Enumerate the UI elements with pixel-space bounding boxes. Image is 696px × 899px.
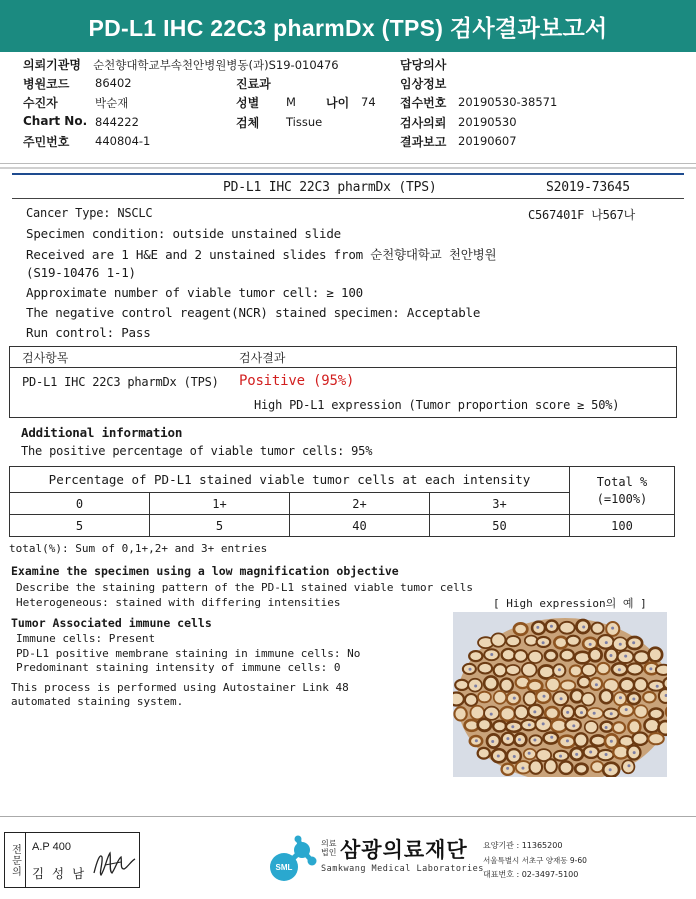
process-line-1: This process is performed using Autostainer Link 48: [11, 681, 349, 694]
received-line-2: (S19-10476 1-1): [26, 265, 136, 280]
cell-nucleus: [542, 722, 545, 725]
stained-cell: [453, 693, 464, 706]
report-date-value: 20190607: [458, 134, 517, 148]
stained-cell: [514, 650, 527, 662]
collector-label: 수진자: [23, 96, 58, 110]
stained-cell: [539, 665, 554, 678]
cell-nucleus: [627, 764, 630, 767]
stained-cell: [528, 651, 542, 663]
collector-value: 박순재: [95, 96, 129, 110]
cancer-type: Cancer Type: NSCLC: [26, 206, 153, 220]
stained-cell: [524, 692, 537, 706]
test-item: PD-L1 IHC 22C3 pharmDx (TPS): [22, 375, 219, 389]
hospital-code-value: 86402: [95, 76, 132, 90]
report-top-rule: [12, 173, 684, 175]
cell-nucleus: [572, 724, 575, 727]
cell-nucleus: [506, 767, 509, 770]
high-expression-micrograph: [453, 612, 667, 777]
intensity-col-3: 3+: [430, 493, 570, 515]
signature-role: 전문의: [9, 843, 21, 877]
intensity-col-0: 0: [10, 493, 150, 515]
stained-cell: [478, 748, 490, 759]
signature-id: A.P 400: [32, 841, 71, 853]
cell-nucleus: [490, 713, 493, 716]
stained-cell: [506, 636, 520, 646]
stained-cell: [613, 722, 625, 733]
run-control: Run control: Pass: [26, 325, 151, 340]
stained-cell: [522, 663, 537, 677]
cell-nucleus: [559, 755, 562, 758]
age-label: 나이: [326, 96, 350, 110]
test-result-column-label: 검사결과: [239, 351, 286, 365]
specimen-label: 검체: [236, 116, 260, 130]
stained-cell: [575, 764, 587, 774]
cell-nucleus: [566, 739, 569, 742]
cell-nucleus: [625, 708, 628, 711]
cell-nucleus: [595, 683, 598, 686]
stained-cell: [515, 706, 528, 719]
stained-cell: [627, 663, 642, 674]
doctor-label: 담당의사: [400, 58, 447, 72]
cell-nucleus: [533, 710, 536, 713]
specimen-value: Tissue: [286, 115, 323, 129]
signature-name: 김 성 남: [32, 866, 87, 881]
stained-cell: [644, 719, 659, 733]
test-result-positive: Positive (95%): [239, 373, 355, 389]
stained-cell: [546, 678, 560, 691]
cell-nucleus: [475, 739, 478, 742]
cell-nucleus: [619, 643, 622, 646]
cell-nucleus: [513, 697, 516, 700]
cell-nucleus: [611, 627, 614, 630]
sml-logo-text: SML: [275, 863, 293, 872]
cell-nucleus: [575, 753, 578, 756]
stained-cell: [506, 665, 520, 675]
viable-cells: Approximate number of viable tumor cell: ≥ 100: [26, 285, 363, 300]
examine-title: Examine the specimen using a low magnification objective: [11, 564, 399, 578]
cell-nucleus: [593, 712, 596, 715]
cell-nucleus: [609, 654, 612, 657]
test-name-heading: PD-L1 IHC 22C3 pharmDx (TPS): [223, 180, 437, 195]
sex-value: M: [286, 95, 296, 109]
department-label: 진료과: [236, 77, 271, 91]
cell-nucleus: [542, 641, 545, 644]
stained-cell: [478, 663, 492, 674]
lab-phone: 대표번호 : 02-3497-5100: [483, 870, 579, 879]
corp-type-line-2: 법인: [321, 848, 337, 857]
header-divider: [0, 163, 696, 164]
report-title: PD-L1 IHC 22C3 pharmDx (TPS) 검사결과보고서: [0, 0, 696, 52]
ncr-result: The negative control reagent(NCR) stained specimen: Acceptable: [26, 305, 481, 320]
stained-cell: [613, 746, 628, 759]
stained-cell: [560, 650, 573, 661]
stained-cell: [632, 732, 647, 744]
cell-nucleus: [521, 767, 524, 770]
cell-nucleus: [506, 737, 509, 740]
cell-nucleus: [491, 740, 494, 743]
stained-cell: [545, 650, 557, 661]
request-date-label: 검사의뢰: [400, 116, 447, 130]
cell-nucleus: [624, 655, 627, 658]
chart-no-label: Chart No.: [23, 114, 88, 128]
signature-box: [4, 832, 140, 888]
stained-cell: [478, 692, 491, 703]
header-divider-shadow: [0, 167, 696, 169]
stained-cell: [514, 623, 527, 634]
cell-nucleus: [656, 685, 659, 688]
stained-cell: [578, 677, 590, 688]
micrograph-svg: [453, 612, 667, 777]
footer-divider: [0, 816, 696, 817]
stained-cell: [567, 636, 580, 646]
report-id: S2019-73645: [546, 180, 630, 195]
block-id: C567401F 나567나: [528, 208, 636, 222]
intensity-table-header: Percentage of PD-L1 stained viable tumor cells at each intensity: [10, 467, 570, 493]
stained-cell: [570, 665, 582, 676]
stained-cell: [663, 677, 667, 689]
cell-nucleus: [632, 698, 635, 701]
intensity-col-2: 2+: [290, 493, 430, 515]
stained-cell: [591, 735, 606, 745]
result-box: [9, 346, 677, 418]
cell-nucleus: [605, 726, 608, 729]
total-header-line-1: Total %: [596, 474, 648, 489]
stained-cell: [634, 705, 647, 717]
stained-cell: [554, 637, 567, 648]
stained-cell: [502, 649, 515, 661]
institution-label: 의뢰기관명: [23, 58, 81, 72]
cell-nucleus: [490, 653, 493, 656]
chart-no-value: 844222: [95, 115, 139, 129]
cell-nucleus: [633, 751, 636, 754]
cell-nucleus: [511, 725, 514, 728]
stained-cell: [589, 648, 602, 661]
stained-cell: [484, 676, 498, 690]
stained-cell: [500, 679, 513, 692]
cell-nucleus: [469, 668, 472, 671]
stained-cell: [469, 651, 482, 661]
institution-value: 순천향대학교부속천안병원병동(과)S19-010476: [93, 58, 339, 72]
table-footnote: total(%): Sum of 0,1+,2+ and 3+ entries: [9, 542, 268, 555]
cell-nucleus: [543, 695, 546, 698]
stained-cell: [597, 663, 610, 674]
stained-cell: [600, 690, 612, 703]
request-date-value: 20190530: [458, 115, 517, 129]
cell-nucleus: [518, 738, 521, 741]
stained-cell: [574, 733, 587, 747]
report-date-label: 결과보고: [400, 135, 447, 149]
clinical-info-label: 임상정보: [400, 77, 447, 91]
immune-line-1: Immune cells: Present: [16, 632, 156, 645]
cell-nucleus: [560, 697, 563, 700]
immune-line-3: Predominant staining intensity of immune cells: 0: [16, 661, 341, 674]
sml-logo-icon: [268, 835, 318, 883]
cell-nucleus: [528, 723, 531, 726]
stained-cell: [494, 664, 507, 676]
stained-cell: [592, 623, 604, 634]
stained-cell: [465, 694, 477, 706]
total-header-line-2: (=100%): [596, 491, 648, 506]
stained-cell: [656, 665, 667, 675]
lab-address: 서울특별시 서초구 양재동 9-60: [483, 856, 587, 865]
test-item-column-label: 검사항목: [22, 351, 69, 365]
total-header: [570, 467, 675, 515]
additional-info-title: Additional information: [21, 425, 183, 440]
resident-no-label: 주민번호: [23, 135, 70, 149]
stained-cell: [591, 761, 603, 772]
cell-nucleus: [618, 668, 621, 671]
stained-cell: [491, 633, 505, 646]
stained-cell: [529, 760, 542, 773]
cell-nucleus: [580, 711, 583, 714]
report-sub-rule: [12, 198, 684, 199]
cell-nucleus: [609, 768, 612, 771]
cell-nucleus: [513, 755, 516, 758]
stained-cell: [649, 648, 663, 662]
sex-label: 성별: [236, 96, 260, 110]
received-line-1: Received are 1 H&E and 2 unstained slides from 순천향대학교 천안병원: [26, 247, 497, 262]
stained-cell: [500, 707, 515, 721]
corp-type-line-1: 의료: [321, 839, 337, 848]
immune-line-2: PD-L1 positive membrane staining in immune cells: No: [16, 647, 361, 660]
cell-nucleus: [582, 626, 585, 629]
additional-info-text: The positive percentage of viable tumor cells: 95%: [21, 444, 373, 458]
stained-cell: [561, 680, 576, 690]
intensity-value-2: 40: [290, 515, 430, 537]
intensity-table: [9, 466, 675, 537]
stained-cell: [478, 719, 491, 731]
expression-note: High PD-L1 expression (Tumor proportion score ≥ 50%): [254, 398, 620, 412]
result-box-divider: [10, 367, 676, 368]
cell-nucleus: [619, 696, 622, 699]
stained-cell: [494, 691, 506, 704]
cell-nucleus: [550, 736, 553, 739]
cell-nucleus: [649, 667, 652, 670]
stained-cell: [454, 707, 466, 720]
hospital-code-label: 병원코드: [23, 77, 70, 91]
lab-name-english: Samkwang Medical Laboratories: [321, 864, 484, 874]
signature-role-cell: [5, 833, 26, 887]
immune-title: Tumor Associated immune cells: [11, 616, 212, 630]
receipt-no-value: 20190530-38571: [458, 95, 558, 109]
stained-cell: [582, 693, 595, 706]
stained-cell: [525, 636, 538, 646]
stained-cell: [643, 692, 655, 702]
stained-cell: [634, 678, 647, 691]
cell-nucleus: [610, 712, 613, 715]
lab-registration: 요양기관 : 11365200: [483, 841, 563, 850]
intensity-value-0: 5: [10, 515, 150, 537]
stained-cell: [470, 706, 484, 720]
cell-nucleus: [550, 625, 553, 628]
age-value: 74: [361, 95, 376, 109]
receipt-no-label: 접수번호: [400, 96, 447, 110]
cell-nucleus: [497, 755, 500, 758]
cell-nucleus: [610, 740, 613, 743]
stained-cell: [559, 761, 572, 774]
cell-nucleus: [528, 752, 531, 755]
cell-nucleus: [632, 641, 635, 644]
resident-no-value: 440804-1: [95, 134, 151, 148]
cell-nucleus: [533, 738, 536, 741]
examine-line-2: Heterogeneous: stained with differing intensities: [16, 596, 341, 609]
stained-cell: [493, 721, 506, 732]
specimen-condition: Specimen condition: outside unstained slide: [26, 226, 342, 241]
stained-cell: [634, 651, 649, 663]
stained-cell: [648, 733, 663, 744]
cell-nucleus: [605, 753, 608, 756]
stained-cell: [585, 721, 598, 733]
cell-nucleus: [558, 668, 561, 671]
image-caption: [ High expression의 예 ]: [493, 597, 647, 610]
stained-cell: [620, 678, 634, 691]
cell-nucleus: [536, 626, 539, 629]
lab-name-korean: 삼광의료재단: [340, 838, 468, 862]
cell-nucleus: [589, 750, 592, 753]
handwritten-signature: [91, 847, 137, 881]
corp-type: [321, 839, 336, 857]
stained-cell: [559, 622, 574, 634]
stained-cell: [545, 759, 557, 773]
cell-nucleus: [474, 685, 477, 688]
stained-cell: [455, 680, 468, 690]
examine-line-1: Describe the staining pattern of the PD-L1 stained viable tumor cells: [16, 581, 473, 594]
cell-nucleus: [566, 711, 569, 714]
process-line-2: automated staining system.: [11, 695, 184, 708]
stained-cell: [582, 664, 596, 676]
intensity-col-1: 1+: [150, 493, 290, 515]
intensity-value-1: 5: [150, 515, 290, 537]
intensity-value-3: 50: [430, 515, 570, 537]
cell-nucleus: [605, 641, 608, 644]
intensity-total: 100: [570, 515, 675, 537]
cell-nucleus: [589, 643, 592, 646]
